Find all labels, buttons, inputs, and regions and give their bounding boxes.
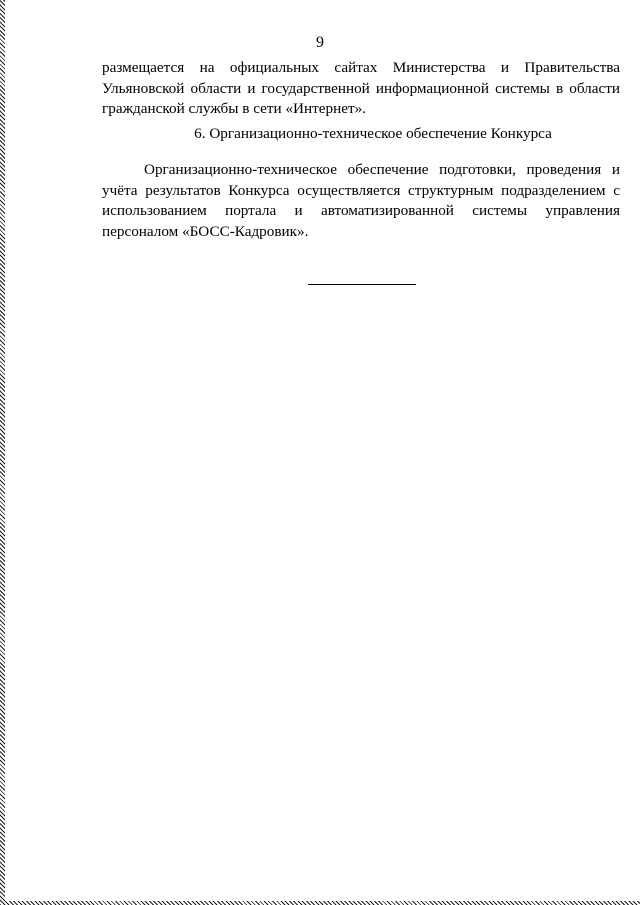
page-number: 9 [316,34,324,51]
section-heading: 6. Организационно-техническое обеспечение Конкурса [194,125,552,142]
closing-rule [308,284,416,285]
paragraph-publication: размещается на официальных сайтах Министерства и Правительства Ульяновской области и государственной информационной системы в области гражданской службы в сети «Интернет». [102,59,620,117]
scan-edge-bottom [0,901,640,905]
paragraph-organization: Организационно-техническое обеспечение подготовки, проведения и учёта результатов Конкурса осуществляется структурным подразделением с использованием портала и автоматизированной системы управления персоналом «БОСС-Кадровик». [102,161,620,240]
scan-edge-left [0,0,5,905]
